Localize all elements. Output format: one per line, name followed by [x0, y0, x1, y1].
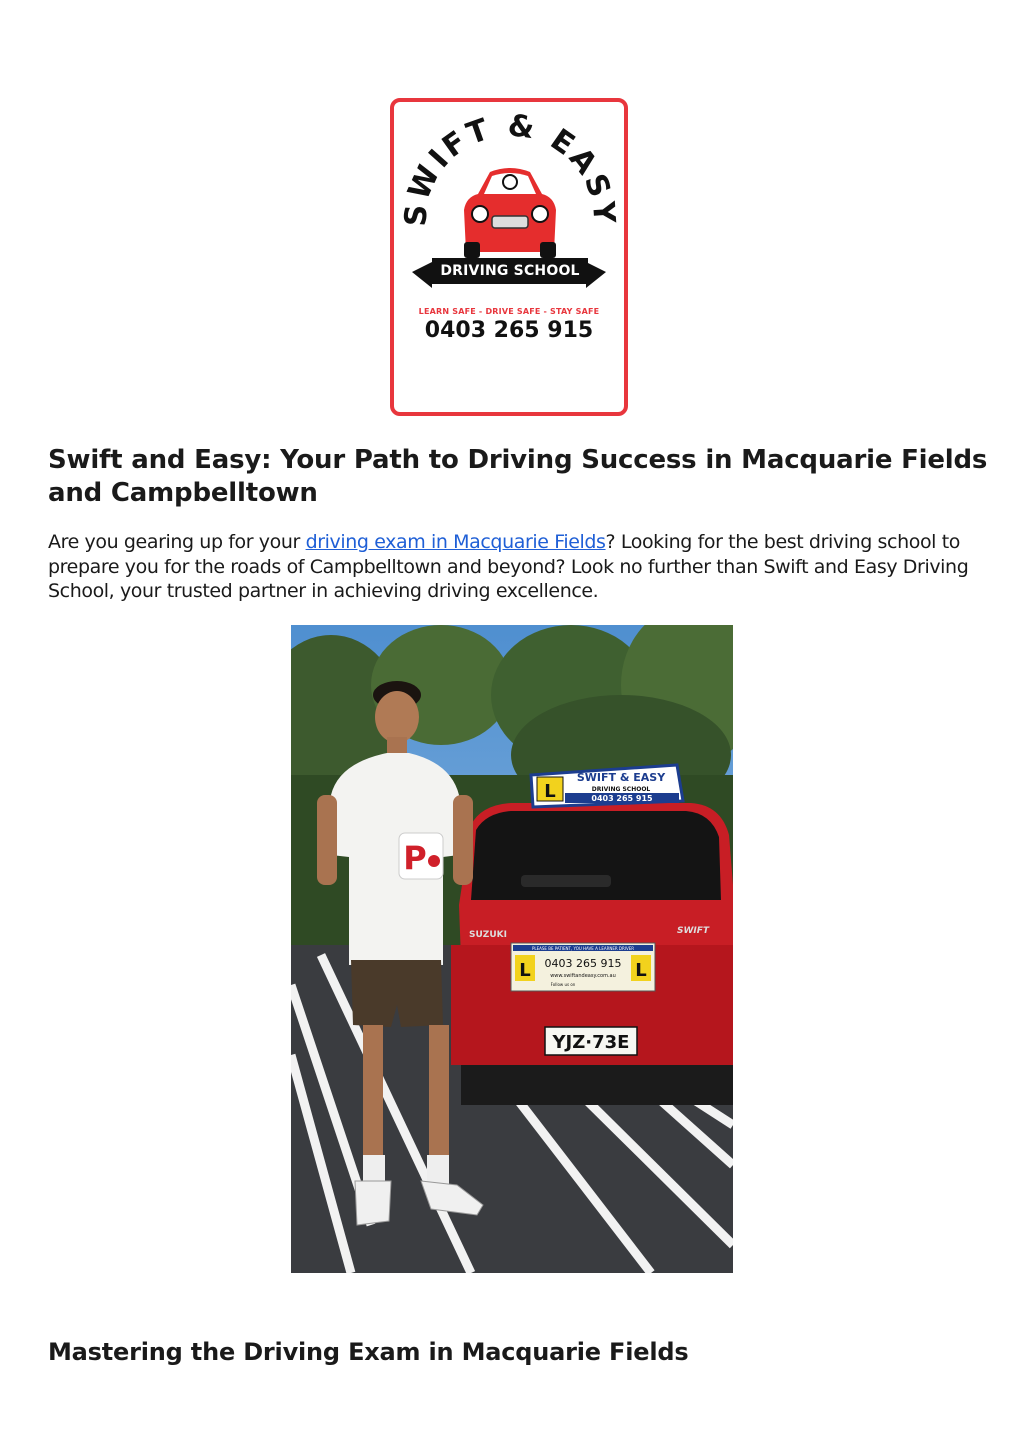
licence-plate — [545, 1027, 637, 1055]
logo — [390, 98, 628, 416]
car-brand: SUZUKI — [469, 930, 507, 940]
rear-l-left: L — [519, 960, 531, 981]
rear-plate-phone: 0403 265 915 — [544, 957, 622, 970]
car-model: SWIFT — [677, 926, 710, 936]
logo-arc-text: SWIFT & EASY — [398, 108, 622, 228]
intro-text-end: ? Looking for the best driving school to prepare you for the roads of Campbelltown and beyond? Look no further than Swift and Easy Driving School, your trusted partner in achieving driving excellence. — [48, 531, 969, 602]
page-title: Swift and Easy: Your Path to Driving Success in Macquarie Fields and Campbelltown — [48, 445, 988, 508]
logo-tagline: LEARN SAFE - DRIVE SAFE - STAY SAFE — [418, 307, 600, 316]
intro-text-start: Are you gearing up for your — [48, 531, 306, 553]
car-icon — [464, 168, 556, 258]
licence-plate-text: YJZ·73E — [552, 1032, 630, 1053]
section-heading: Mastering the Driving Exam in Macquarie Fields — [48, 1338, 689, 1366]
roof-l-plate: L — [544, 781, 556, 802]
p-plate: P — [403, 839, 427, 877]
driving-exam-link[interactable]: driving exam in Macquarie Fields — [305, 531, 606, 553]
rear-l-right: L — [635, 960, 647, 981]
rear-plate-notice: PLEASE BE PATIENT, YOU HAVE A LEARNER DRIVER — [531, 946, 635, 951]
rear-plate-follow: Follow us on — [550, 982, 576, 987]
logo-phone: 0403 265 915 — [424, 318, 594, 343]
rear-plate-url: www.swiftandeasy.com.au — [550, 973, 616, 979]
roof-sign-phone: 0403 265 915 — [591, 794, 653, 803]
roof-sign-title: SWIFT & EASY — [576, 771, 666, 784]
student-photo — [291, 625, 733, 1273]
photo-illustration — [291, 625, 733, 1273]
rear-l-sign — [511, 943, 655, 991]
roof-sign-subtitle: DRIVING SCHOOL — [591, 786, 651, 793]
intro-paragraph — [48, 530, 988, 604]
logo-graphic — [394, 102, 624, 412]
logo-banner: DRIVING SCHOOL — [432, 258, 588, 284]
